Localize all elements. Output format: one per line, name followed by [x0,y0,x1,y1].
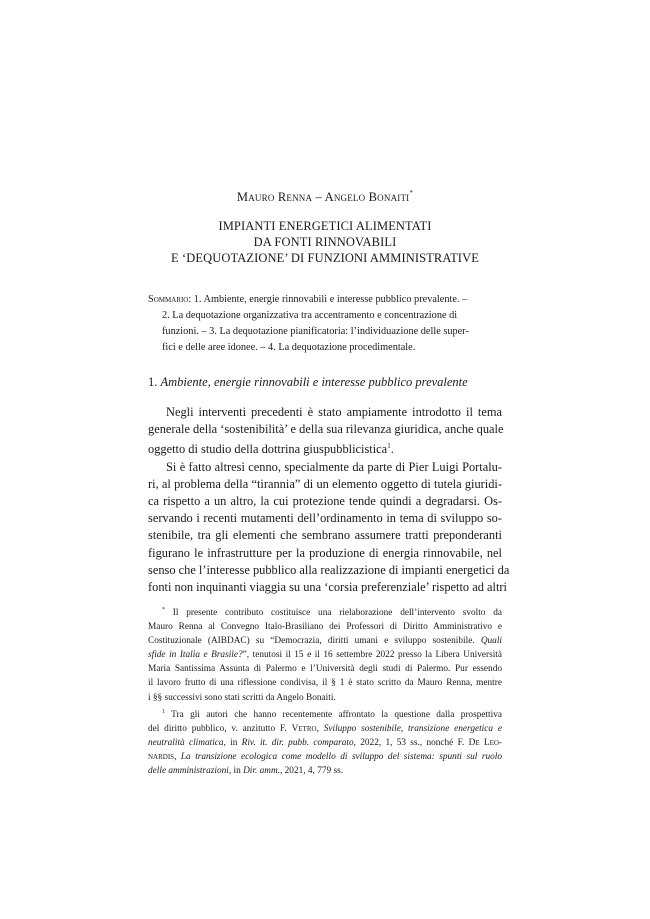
footnote-1-line-4: nardis, La transizione ecologica come modello di sviluppo del sistema: spunti sul ruolo [148,751,502,762]
footnote-1-line-1: $^1$ Tra gli autori che hanno recentemente affrontato la questione dalla prospettiva [162,708,503,720]
body-p2-line-3: ca rispetto a un altro, la cui protezione tende quindi a degradarsi. Os- [148,494,502,509]
section-number: 1. [148,375,158,389]
footnote-1-line-2: del diritto pubblico, v. anzitutto F. Vetro, Sviluppo sostenibile, transizione energetica e [148,723,502,734]
footnote-ref-1[interactable]: 1 [387,442,391,451]
footnote-1-marker: 1 [162,708,165,715]
summary-line-4: fici e delle aree idonee. – 4. La dequotazione procedimentale. [162,342,416,353]
body-p2-line-5: stenibile, tra gli elementi che sembrano assumere tratti preponderanti [148,528,502,543]
title-line-3: E ‘DEQUOTAZIONE’ DI FUNZIONI AMMINISTRATIVE [171,251,479,265]
footnote-star-marker: * [162,607,165,613]
author-line [0,189,650,205]
footnote-star-line-5: Maria Santissima Assunta di Palermo e l’Università degli studi di Palermo. Pur essendo [148,664,502,675]
summary-line-2: 2. La dequotazione organizzativa tra accentramento e concentrazione di [162,310,458,321]
footnote-star-line-3: Costituzionale (AIBDAC) su “Democrazia, diritti umani e sviluppo sostenibile. Quali [148,636,502,647]
footnote-star-line-2: Mauro Renna al Convegno Italo-Brasiliano dei Professori di Diritto Amministrativo e [148,622,502,633]
title-line-1: IMPIANTI ENERGETICI ALIMENTATI [218,219,432,233]
summary-label: Sommario: [148,294,192,305]
footnote-1-line-5: delle amministrazioni, in Dir. amm., 2021, 4, 779 ss. [148,766,344,777]
footnote-star-line-7: i §§ successivi sono stati scritti da Angelo Bonaiti. [148,692,336,703]
body-p2-line-7: senso che l’interesse pubblico alla realizzazione di impianti energetici da [148,562,510,577]
author-footnote-marker[interactable]: * [409,189,414,197]
section-heading [148,375,502,390]
body-text [148,404,510,596]
footnote-star-line-1: * Il presente contributo costituisce una rielaborazione dell’intervento svolto da [162,607,503,618]
footnote-star-line-6: il lavoro frutto di una riflessione condivisa, il § 1 è stato scritto da Mauro Renna, mentre [148,678,502,689]
article-title [0,218,650,266]
body-p1-line-3: oggetto di studio della dottrina giuspubblicistica$^1$. [148,442,394,457]
summary-line-1: Sommario: 1. Ambiente, energie rinnovabili e interesse pubblico prevalente. – [148,294,468,305]
body-p2-line-6: figurano le infrastrutture per la produzione di energia rinnovabile, nel [148,545,502,560]
body-p1-line-2: generale della ‘sostenibilità’ e della sua rilevanza giuridica, anche quale [148,422,504,437]
summary-block [148,292,502,356]
section-title: Ambiente, energie rinnovabili e interesse pubblico prevalente [160,375,468,389]
body-p2-line-2: ri, al problema della “tirannia” di un elemento oggetto di tutela giuridi- [148,476,502,491]
body-p2-line-4: servando i recenti mutamenti dell’ordinamento in tema di sviluppo so- [148,511,502,526]
body-p2-line-1: Si è fatto altresì cenno, specialmente da parte di Pier Luigi Portalu- [166,459,502,474]
footnotes [148,603,502,778]
author-names: Mauro Renna – Angelo Bonaiti [236,190,410,204]
body-p1-line-1: Negli interventi precedenti è stato ampiamente introdotto il tema [166,405,502,419]
summary-line-3: funzioni. – 3. La dequotazione pianificatoria: l’individuazione delle super- [162,326,469,337]
body-p2-line-8: fonti non inquinanti viaggia su una ‘corsia preferenziale’ rispetto ad altri [148,580,507,595]
title-line-2: DA FONTI RINNOVABILI [253,235,397,249]
footnote-star-line-4: sfide in Italia e Brasile?”, tenutosi il 15 e il 16 settembre 2022 presso la Libera Università [148,650,502,661]
footnote-1-line-3: neutralità climatica, in Riv. it. dir. pubb. comparato, 2022, 1, 53 ss., nonché F. De Leo- [148,737,503,748]
